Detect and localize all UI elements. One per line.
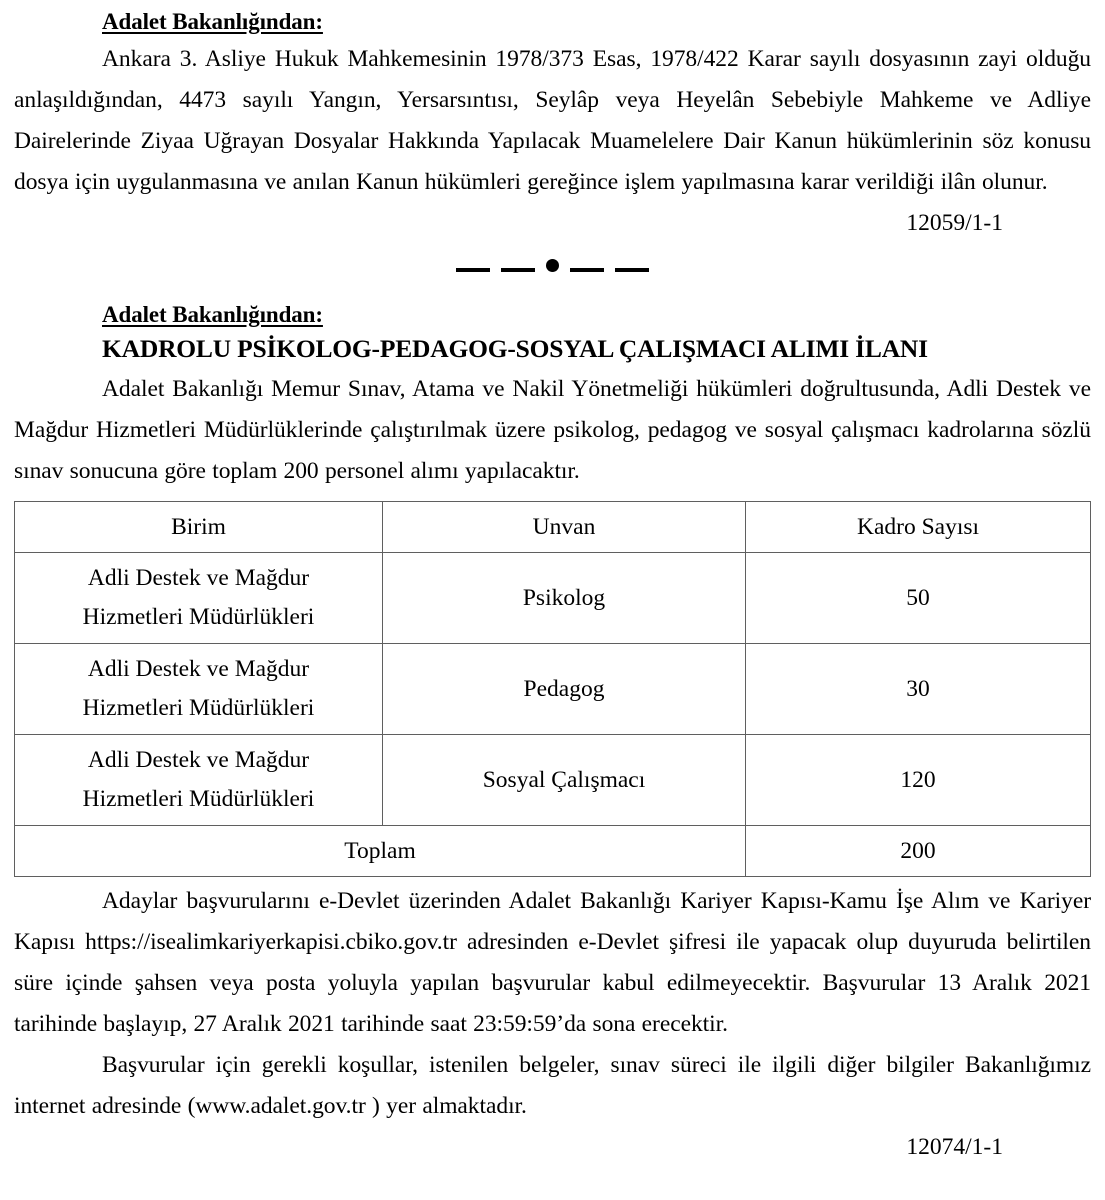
cell-birim bbox=[15, 735, 383, 826]
cell-unvan: Pedagog bbox=[383, 644, 746, 735]
table-row bbox=[15, 644, 1091, 735]
kadro-table bbox=[14, 501, 1091, 877]
cell-kadro-sayisi: 50 bbox=[746, 553, 1091, 644]
column-header-birim: Birim bbox=[15, 502, 383, 553]
dash-icon bbox=[456, 268, 490, 272]
cell-total-value: 200 bbox=[746, 826, 1091, 877]
birim-line-2: Hizmetleri Müdürlükleri bbox=[82, 604, 315, 631]
table-row bbox=[15, 553, 1091, 644]
cell-birim bbox=[15, 553, 383, 644]
notice-two-block bbox=[14, 299, 1091, 1167]
notice-one-block bbox=[14, 6, 1091, 243]
cell-kadro-sayisi: 120 bbox=[746, 735, 1091, 826]
bullet-icon bbox=[546, 259, 559, 272]
birim-line-1: Adli Destek ve Mağdur bbox=[87, 747, 310, 774]
ornament-separator bbox=[14, 257, 1091, 283]
notice-two-title: KADROLU PSİKOLOG-PEDAGOG-SOSYAL ÇALIŞMACI ALIMI İLANI bbox=[102, 334, 928, 364]
cell-unvan: Psikolog bbox=[383, 553, 746, 644]
column-header-kadro-sayisi: Kadro Sayısı bbox=[746, 502, 1091, 553]
dash-icon bbox=[501, 268, 535, 272]
notice-two-heading: Adalet Bakanlığından: bbox=[102, 302, 323, 328]
table-total-row bbox=[15, 826, 1091, 877]
notice-one-paragraph: Ankara 3. Asliye Hukuk Mahkemesinin 1978/373 Esas, 1978/422 Karar sayılı dosyasının zayi olduğu anlaşıldığından, 4473 sayılı Yangın, Yersarsıntısı, Seylâp veya Heyelân Sebebiyle Mahkeme ve Adliye Dairelerinde Ziyaa Uğrayan Dosyalar Hakkında Yapılacak Muamelelere Dair Kanun hükümlerinin söz konusu dosya için uygulanmasına ve anılan Kanun hükümleri gereğince işlem yapılmasına karar verildiği ilân olunur. bbox=[14, 46, 1091, 196]
notice-one-reference: 12059/1-1 bbox=[906, 210, 1003, 237]
table-header-row bbox=[15, 502, 1091, 553]
birim-line-1: Adli Destek ve Mağdur bbox=[87, 656, 310, 683]
application-paragraph: Adaylar başvurularını e-Devlet üzerinden Adalet Bakanlığı Kariyer Kapısı-Kamu İşe Alım ve Kariyer Kapısı https://isealimkariyerkapisi.cbiko.gov.tr adresinden e-Devlet şifresi ile yapacak olup duyuruda belirtilen süre içinde şahsen veya posta yoluyla yapılan başvurular kabul edilmeyecektir. Başvurular 13 Aralık 2021 tarihinde başlayıp, 27 Aralık 2021 tarihinde saat 23:59:59’da sona erecektir. bbox=[14, 888, 1091, 1038]
birim-line-1: Adli Destek ve Mağdur bbox=[87, 565, 310, 592]
notice-two-reference: 12074/1-1 bbox=[906, 1134, 1003, 1161]
dash-icon bbox=[570, 268, 604, 272]
cell-birim bbox=[15, 644, 383, 735]
dash-icon bbox=[615, 268, 649, 272]
notice-one-heading: Adalet Bakanlığından: bbox=[102, 9, 323, 34]
birim-line-2: Hizmetleri Müdürlükleri bbox=[82, 695, 315, 722]
cell-unvan: Sosyal Çalışmacı bbox=[383, 735, 746, 826]
table-row bbox=[15, 735, 1091, 826]
cell-total-label: Toplam bbox=[15, 826, 746, 877]
birim-line-2: Hizmetleri Müdürlükleri bbox=[82, 786, 315, 813]
column-header-unvan: Unvan bbox=[383, 502, 746, 553]
notice-two-intro-paragraph: Adalet Bakanlığı Memur Sınav, Atama ve Nakil Yönetmeliği hükümleri doğrultusunda, Adli Destek ve Mağdur Hizmetleri Müdürlüklerinde çalıştırılmak üzere psikolog, pedagog ve sosyal çalışmacı kadrolarına sözlü sınav sonucuna göre toplam 200 personel alımı yapılacaktır. bbox=[14, 376, 1091, 485]
information-paragraph: Başvurular için gerekli koşullar, istenilen belgeler, sınav süreci ile ilgili diğer bilgiler Bakanlığımız internet adresinde (www.adalet.gov.tr ) yer almaktadır. bbox=[14, 1052, 1091, 1120]
cell-kadro-sayisi: 30 bbox=[746, 644, 1091, 735]
